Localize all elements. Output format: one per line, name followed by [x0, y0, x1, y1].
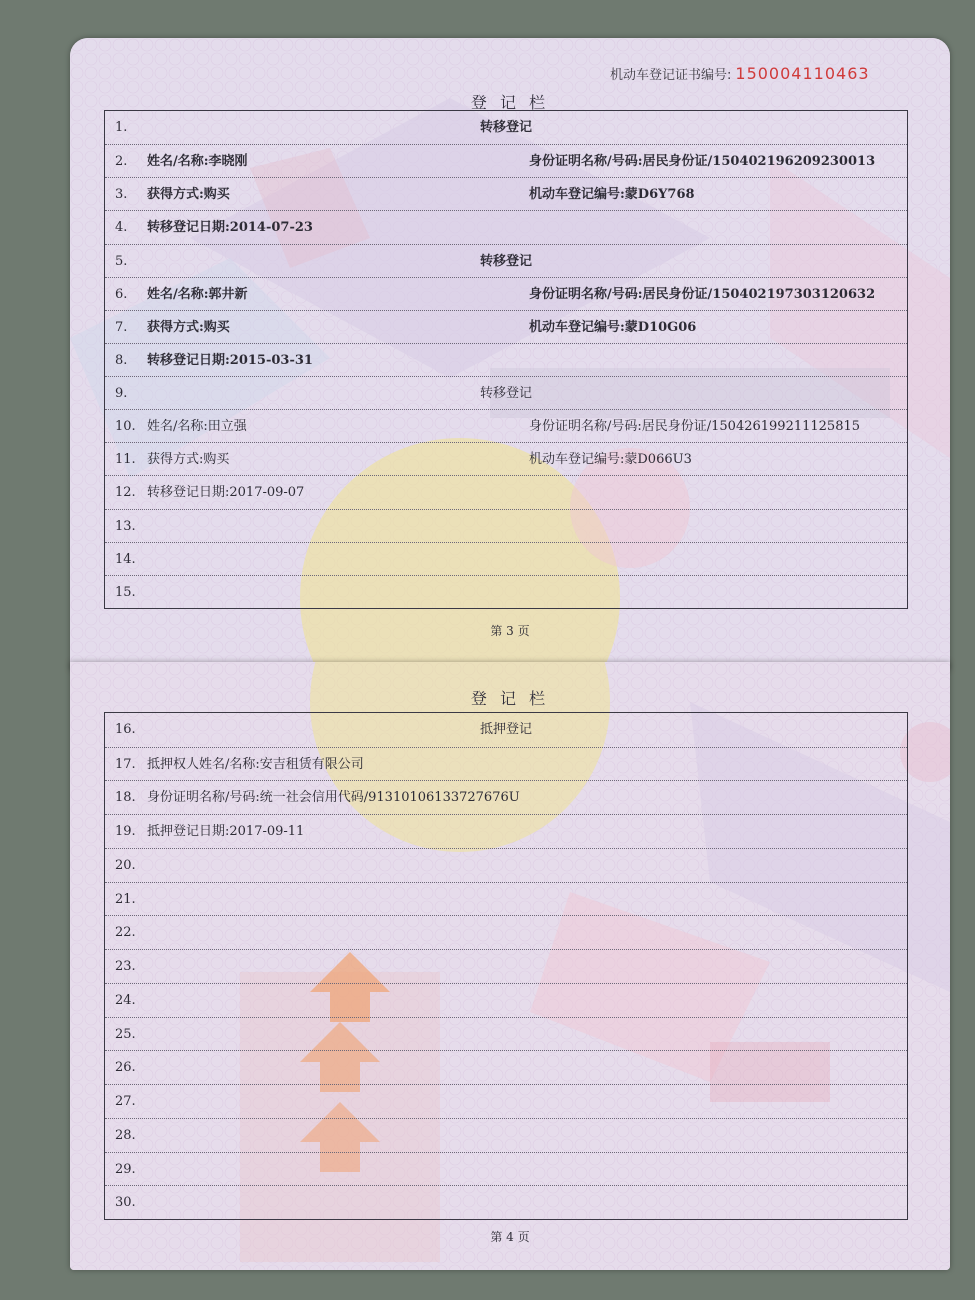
- table-row: [105, 713, 907, 747]
- table-row: [105, 949, 907, 984]
- table-row: [105, 575, 907, 609]
- certificate-number-label: 机动车登记证书编号:: [610, 68, 732, 83]
- table-row: [105, 509, 907, 543]
- row-number: 6.: [115, 286, 128, 302]
- table-row: [105, 376, 907, 410]
- table-row: [105, 1050, 907, 1085]
- row-number: 11.: [115, 452, 136, 468]
- section-title-page-3: 登 记 栏: [470, 93, 550, 112]
- row-left-field: 身份证明名称/号码:统一社会信用代码/91310106133727676U: [147, 790, 520, 806]
- row-number: 8.: [115, 352, 128, 368]
- table-row: [105, 442, 907, 476]
- row-number: 14.: [115, 551, 136, 567]
- row-section-heading: 转移登记: [479, 253, 532, 269]
- page-number-3: 第 3 页: [490, 624, 530, 638]
- table-row: [105, 409, 907, 443]
- page-4: [70, 662, 950, 1270]
- certificate-number-value: 150004110463: [735, 64, 870, 83]
- table-row: [105, 1152, 907, 1187]
- table-row: [105, 780, 907, 815]
- table-row: [105, 310, 907, 344]
- row-number: 22.: [115, 925, 136, 941]
- row-number: 29.: [115, 1161, 136, 1177]
- row-left-field: 转移登记日期:2017-09-07: [147, 485, 305, 501]
- row-number: 10.: [115, 419, 136, 435]
- row-number: 24.: [115, 992, 136, 1008]
- row-section-heading: 转移登记: [479, 386, 532, 402]
- page-3: [70, 38, 950, 670]
- row-left-field: 获得方式:购买: [147, 319, 230, 335]
- table-row: [105, 747, 907, 782]
- table-row: [105, 343, 907, 377]
- row-number: 28.: [115, 1127, 136, 1143]
- row-number: 12.: [115, 485, 136, 501]
- row-left-field: 转移登记日期:2014-07-23: [147, 220, 313, 236]
- table-row: [105, 882, 907, 917]
- row-number: 30.: [115, 1195, 136, 1211]
- row-left-field: 抵押权人姓名/名称:安吉租赁有限公司: [147, 756, 364, 772]
- row-right-field: 机动车登记编号:蒙D6Y768: [529, 187, 695, 203]
- table-row: [105, 848, 907, 883]
- table-row: [105, 177, 907, 211]
- row-number: 3.: [115, 187, 128, 203]
- row-number: 13.: [115, 518, 136, 534]
- table-row: [105, 144, 907, 178]
- row-number: 21.: [115, 891, 136, 907]
- row-section-heading: 转移登记: [479, 120, 532, 135]
- table-row: [105, 277, 907, 311]
- certificate-number: [610, 64, 870, 83]
- table-row: [105, 1084, 907, 1119]
- row-left-field: 姓名/名称:田立强: [147, 419, 247, 435]
- table-row: [105, 542, 907, 576]
- row-number: 26.: [115, 1060, 136, 1076]
- row-number: 17.: [115, 756, 136, 772]
- row-number: 18.: [115, 790, 136, 806]
- table-row: [105, 915, 907, 950]
- table-row: [105, 111, 907, 144]
- row-right-field: 身份证明名称/号码:居民身份证/150426199211125815: [529, 419, 861, 435]
- table-row: [105, 814, 907, 849]
- row-number: 16.: [115, 722, 136, 737]
- row-left-field: 姓名/名称:郭井新: [147, 286, 248, 302]
- row-number: 27.: [115, 1094, 136, 1110]
- row-left-field: 抵押登记日期:2017-09-11: [147, 824, 305, 840]
- row-number: 9.: [115, 386, 128, 402]
- row-number: 5.: [115, 253, 128, 269]
- row-left-field: 获得方式:购买: [147, 187, 230, 203]
- row-number: 25.: [115, 1026, 136, 1042]
- row-number: 15.: [115, 584, 136, 600]
- table-row: [105, 210, 907, 244]
- table-row: [105, 244, 907, 278]
- row-right-field: 身份证明名称/号码:居民身份证/150402196209230013: [529, 154, 876, 170]
- registration-table-page-3: [104, 110, 908, 609]
- page-number-4: 第 4 页: [490, 1230, 530, 1244]
- registration-table-page-4: [104, 712, 908, 1220]
- row-number: 2.: [115, 154, 128, 170]
- section-title-page-4: 登 记 栏: [470, 689, 550, 708]
- row-left-field: 姓名/名称:李晓刚: [147, 154, 248, 170]
- row-number: 19.: [115, 824, 136, 840]
- row-number: 20.: [115, 857, 136, 873]
- row-number: 7.: [115, 319, 128, 335]
- row-left-field: 获得方式:购买: [147, 452, 230, 468]
- row-number: 23.: [115, 959, 136, 975]
- row-right-field: 身份证明名称/号码:居民身份证/150402197303120632: [529, 286, 876, 302]
- table-row: [105, 1118, 907, 1153]
- table-row: [105, 983, 907, 1018]
- row-section-heading: 抵押登记: [479, 722, 532, 737]
- row-left-field: 转移登记日期:2015-03-31: [147, 352, 313, 368]
- table-row: [105, 1185, 907, 1220]
- table-row: [105, 475, 907, 509]
- table-row: [105, 1017, 907, 1052]
- row-right-field: 机动车登记编号:蒙D10G06: [529, 319, 697, 335]
- row-number: 1.: [115, 120, 128, 135]
- row-number: 4.: [115, 220, 128, 236]
- row-right-field: 机动车登记编号:蒙D066U3: [529, 452, 692, 468]
